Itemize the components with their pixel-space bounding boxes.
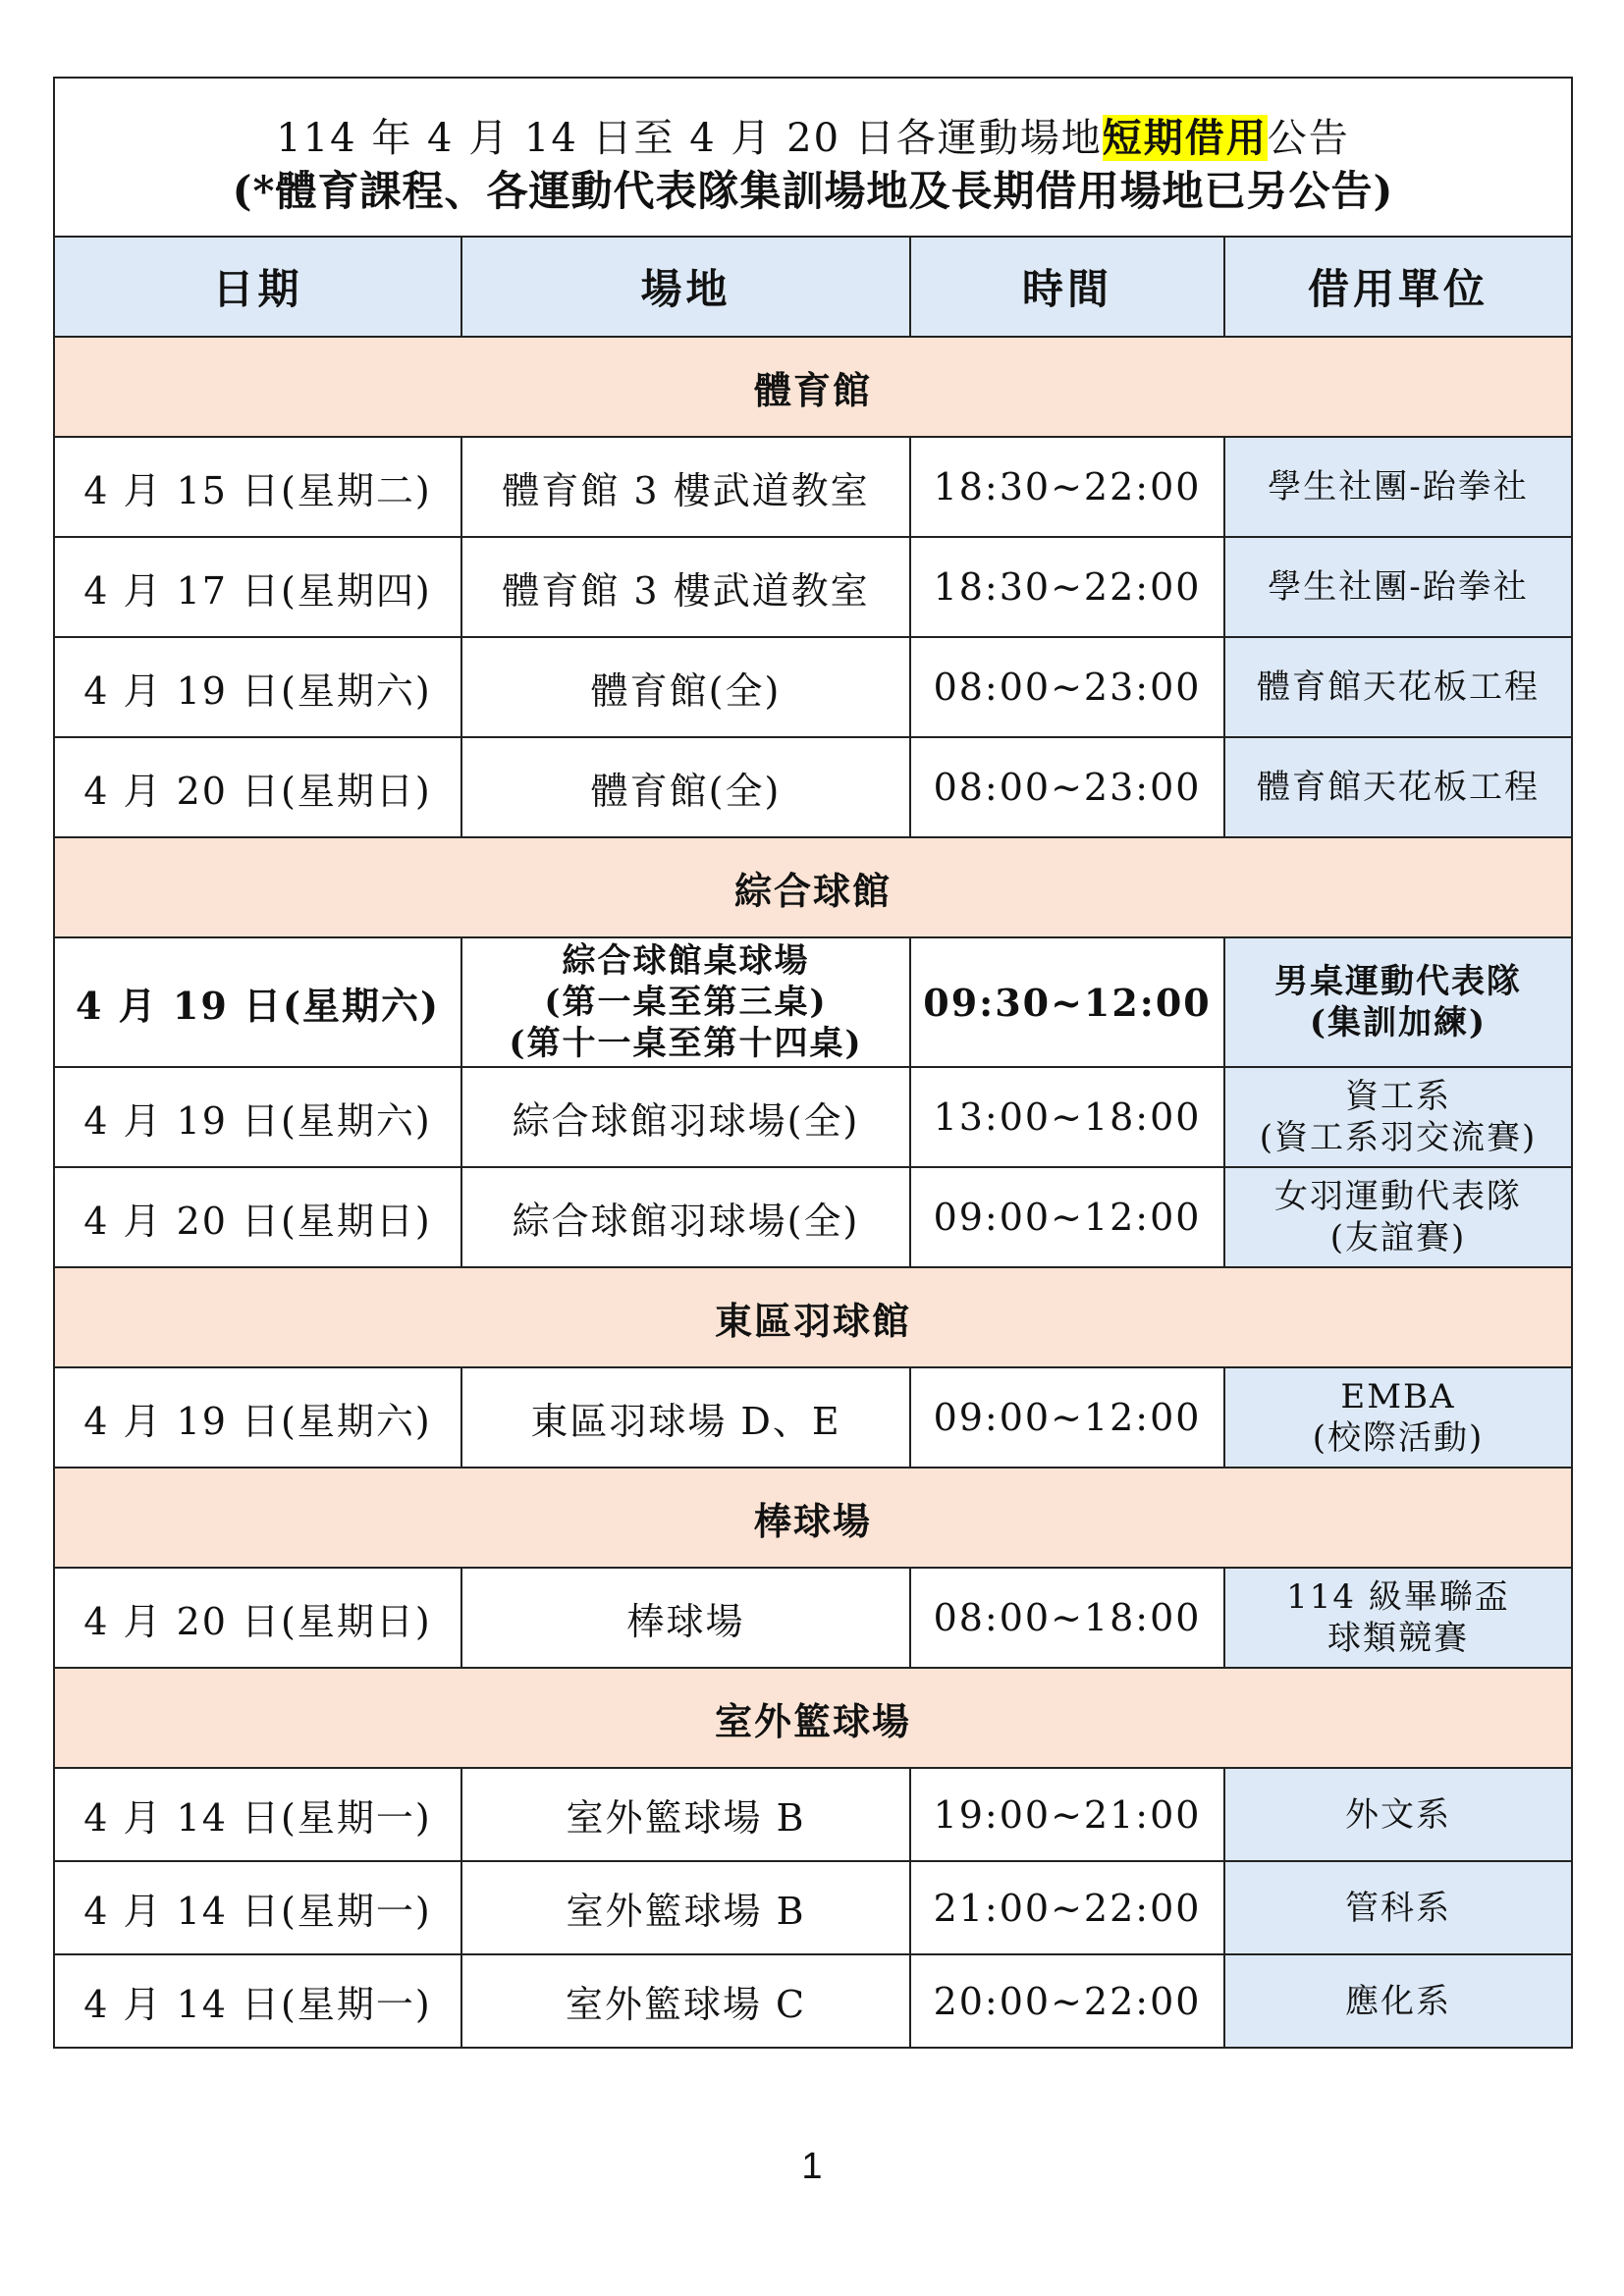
time-cell: 18:30~22:00 — [910, 537, 1224, 637]
venue-line: (第十一桌至第十四桌) — [509, 1024, 863, 1063]
header-venue: 場地 — [461, 237, 910, 337]
table-row — [54, 637, 1572, 737]
unit-cell: 學生社團-跆拳社 — [1224, 537, 1572, 637]
date-cell: 4 月 20 日(星期日) — [54, 1167, 461, 1267]
section-row — [54, 337, 1572, 437]
section-row — [54, 837, 1572, 937]
unit-line: 球類競賽 — [1327, 1619, 1470, 1658]
unit-cell: 學生社團-跆拳社 — [1224, 437, 1572, 537]
date-cell: 4 月 19 日(星期六) — [54, 1367, 461, 1468]
date-cell: 4 月 14 日(星期一) — [54, 1861, 461, 1954]
section-title: 體育館 — [54, 337, 1572, 437]
time-cell: 08:00~23:00 — [910, 737, 1224, 837]
unit-line: 女羽運動代表隊 — [1274, 1177, 1523, 1216]
table-row — [54, 1067, 1572, 1167]
unit-cell — [1224, 1568, 1572, 1668]
date-cell: 4 月 15 日(星期二) — [54, 437, 461, 537]
venue-cell: 體育館 3 樓武道教室 — [461, 437, 910, 537]
venue-cell — [461, 937, 910, 1067]
unit-line: 男桌運動代表隊 — [1274, 962, 1523, 1001]
venue-cell: 體育館(全) — [461, 737, 910, 837]
table-row — [54, 1568, 1572, 1668]
venue-line: 綜合球館桌球場 — [562, 941, 810, 981]
date-cell: 4 月 19 日(星期六) — [54, 637, 461, 737]
announcement-title: 114 年 4 月 14 日至 4 月 20 日各運動場地短期借用公告 — [276, 115, 1350, 161]
section-title: 綜合球館 — [54, 837, 1572, 937]
unit-cell — [1224, 937, 1572, 1067]
section-title: 室外籃球場 — [54, 1668, 1572, 1768]
unit-cell: 應化系 — [1224, 1954, 1572, 2048]
table-row — [54, 1861, 1572, 1954]
time-cell: 08:00~23:00 — [910, 637, 1224, 737]
venue-cell: 綜合球館羽球場(全) — [461, 1167, 910, 1267]
date-cell: 4 月 14 日(星期一) — [54, 1768, 461, 1861]
time-cell: 08:00~18:00 — [910, 1568, 1224, 1668]
announcement-subtitle: (*體育課程、各運動代表隊集訓場地及長期借用場地已另公告) — [232, 167, 1394, 215]
section-title: 棒球場 — [54, 1468, 1572, 1568]
page-number: 1 — [801, 2146, 823, 2187]
time-cell: 13:00~18:00 — [910, 1067, 1224, 1167]
table-row — [54, 1167, 1572, 1267]
header-date: 日期 — [54, 237, 461, 337]
date-cell: 4 月 14 日(星期一) — [54, 1954, 461, 2048]
time-cell: 21:00~22:00 — [910, 1861, 1224, 1954]
venue-cell: 體育館(全) — [461, 637, 910, 737]
table-row — [54, 1768, 1572, 1861]
unit-line: 資工系 — [1345, 1077, 1452, 1116]
venue-cell: 體育館 3 樓武道教室 — [461, 537, 910, 637]
time-cell: 20:00~22:00 — [910, 1954, 1224, 2048]
time-cell: 19:00~21:00 — [910, 1768, 1224, 1861]
header-time: 時間 — [910, 237, 1224, 337]
venue-cell: 室外籃球場 B — [461, 1768, 910, 1861]
title-row — [54, 78, 1572, 237]
venue-cell: 室外籃球場 B — [461, 1861, 910, 1954]
unit-cell: 管科系 — [1224, 1861, 1572, 1954]
unit-cell — [1224, 1167, 1572, 1267]
venue-line: (第一桌至第三桌) — [544, 983, 828, 1022]
table-row — [54, 437, 1572, 537]
table-row — [54, 737, 1572, 837]
date-cell: 4 月 19 日(星期六) — [54, 937, 461, 1067]
header-row — [54, 237, 1572, 337]
title-highlight: 短期借用 — [1102, 115, 1268, 161]
title-cell — [54, 78, 1572, 237]
time-cell: 09:00~12:00 — [910, 1367, 1224, 1468]
venue-cell: 室外籃球場 C — [461, 1954, 910, 2048]
section-title: 東區羽球館 — [54, 1267, 1572, 1367]
venue-cell: 棒球場 — [461, 1568, 910, 1668]
section-row — [54, 1267, 1572, 1367]
venue-cell: 東區羽球場 D、E — [461, 1367, 910, 1468]
time-cell: 09:30~12:00 — [910, 937, 1224, 1067]
venue-schedule-table — [53, 77, 1573, 2049]
date-cell: 4 月 17 日(星期四) — [54, 537, 461, 637]
date-cell: 4 月 19 日(星期六) — [54, 1067, 461, 1167]
section-row — [54, 1468, 1572, 1568]
table-row — [54, 937, 1572, 1067]
section-row — [54, 1668, 1572, 1768]
date-cell: 4 月 20 日(星期日) — [54, 1568, 461, 1668]
venue-cell: 綜合球館羽球場(全) — [461, 1067, 910, 1167]
unit-line: EMBA — [1340, 1377, 1456, 1416]
time-cell: 18:30~22:00 — [910, 437, 1224, 537]
unit-line: (校際活動) — [1312, 1418, 1485, 1458]
unit-line: (集訓加練) — [1309, 1003, 1488, 1042]
table-row — [54, 1954, 1572, 2048]
unit-line: (友誼賽) — [1329, 1218, 1467, 1257]
table-row — [54, 1367, 1572, 1468]
unit-line: (資工系羽交流賽) — [1259, 1118, 1538, 1157]
header-unit: 借用單位 — [1224, 237, 1572, 337]
unit-cell — [1224, 1367, 1572, 1468]
date-cell: 4 月 20 日(星期日) — [54, 737, 461, 837]
unit-cell — [1224, 1067, 1572, 1167]
unit-cell: 體育館天花板工程 — [1224, 637, 1572, 737]
unit-line: 114 級畢聯盃 — [1286, 1577, 1510, 1617]
unit-cell: 外文系 — [1224, 1768, 1572, 1861]
unit-cell: 體育館天花板工程 — [1224, 737, 1572, 837]
table-row — [54, 537, 1572, 637]
time-cell: 09:00~12:00 — [910, 1167, 1224, 1267]
